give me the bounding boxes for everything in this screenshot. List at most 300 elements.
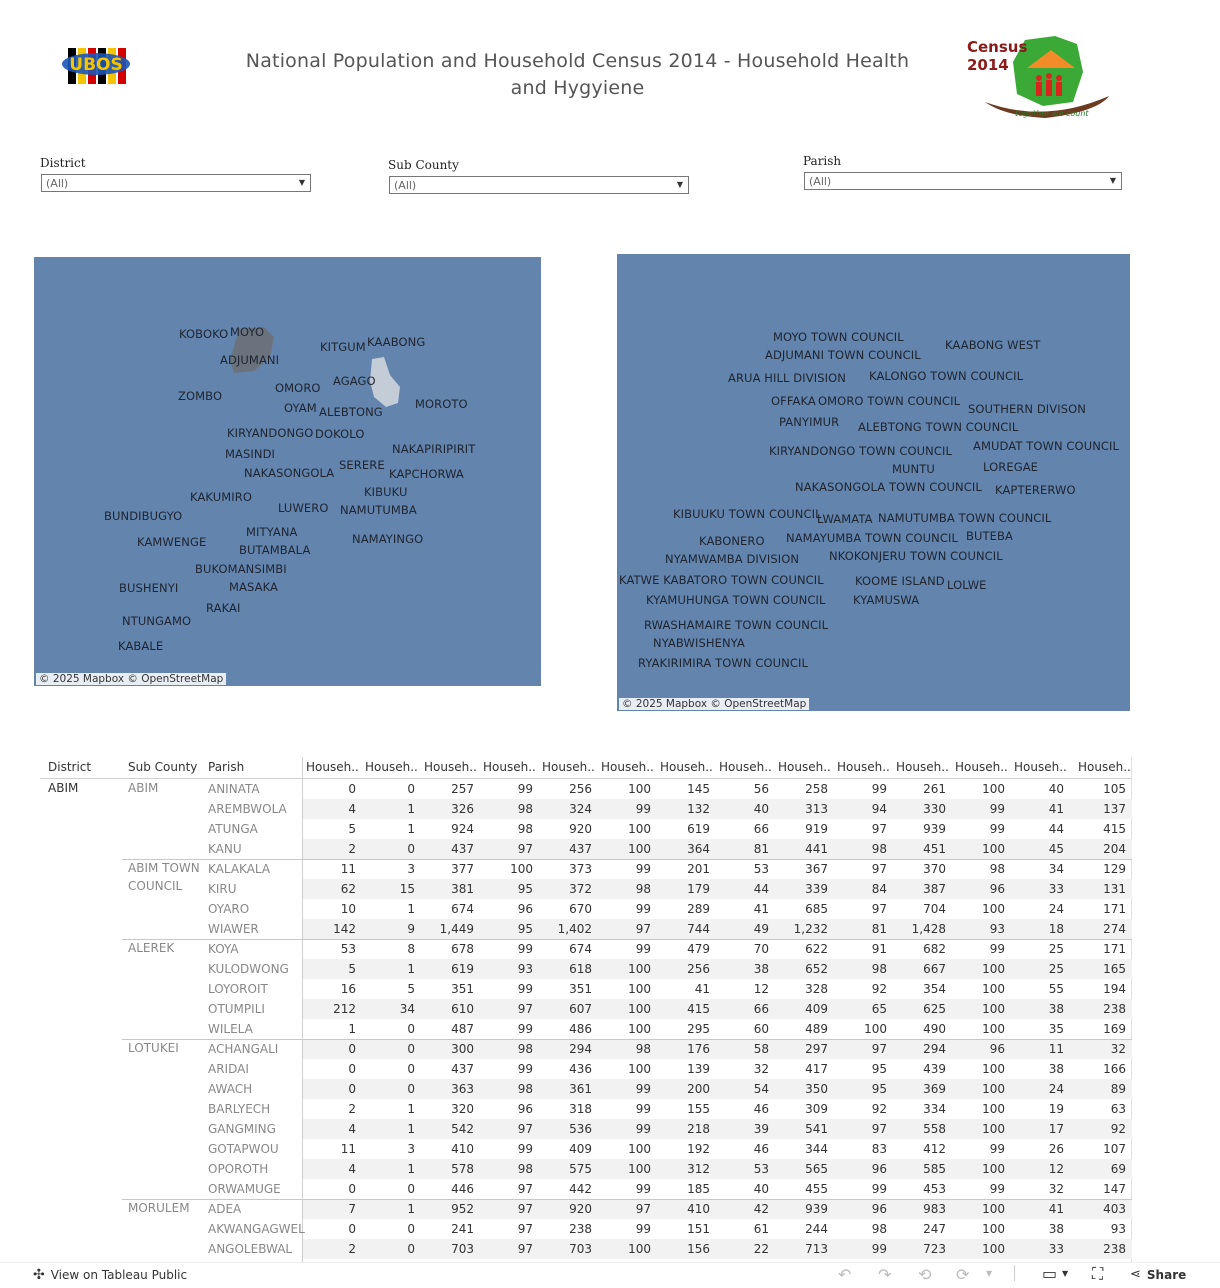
measure-cell[interactable]: 169	[1103, 1022, 1126, 1036]
measure-cell[interactable]: 99	[517, 1062, 533, 1076]
parish-map-label[interactable]: KALONGO TOWN COUNCIL	[869, 369, 1024, 383]
measure-cell[interactable]: 44	[753, 882, 769, 896]
measure-cell[interactable]: 100	[982, 1242, 1005, 1256]
parish-cell[interactable]: OYARO	[208, 902, 250, 916]
parish-map-label[interactable]: NAMUTUMBA TOWN COUNCIL	[878, 511, 1052, 525]
measure-cell[interactable]: 38	[1048, 1062, 1064, 1076]
measure-cell[interactable]: 22	[753, 1242, 769, 1256]
table-row[interactable]	[0, 839, 1220, 859]
district-map-label[interactable]: MOYO	[230, 325, 265, 339]
measure-cell[interactable]: 410	[451, 1142, 474, 1156]
redo-icon[interactable]: ↷	[878, 1265, 892, 1284]
measure-cell[interactable]: 1,428	[911, 922, 946, 936]
measure-cell[interactable]: 625	[923, 1002, 946, 1016]
measure-cell[interactable]: 41	[694, 982, 710, 996]
measure-cell[interactable]: 69	[1110, 1162, 1126, 1176]
measure-cell[interactable]: 682	[923, 942, 946, 956]
measure-cell[interactable]: 354	[923, 982, 946, 996]
measure-cell[interactable]: 98	[635, 1042, 651, 1056]
measure-cell[interactable]: 100	[628, 1022, 651, 1036]
measure-cell[interactable]: 451	[923, 842, 946, 856]
measure-cell[interactable]: 983	[923, 1202, 946, 1216]
parish-map-label[interactable]: KAPTERERWO	[995, 483, 1076, 497]
measure-cell[interactable]: 100	[628, 822, 651, 836]
district-map-label[interactable]: SERERE	[339, 458, 385, 472]
measure-cell[interactable]: 46	[753, 1142, 769, 1156]
parish-map-label[interactable]: KOOME ISLAND	[855, 574, 945, 588]
district-cell[interactable]: ABIM	[48, 781, 79, 795]
measure-cell[interactable]: 565	[805, 1162, 828, 1176]
measure-cell[interactable]: 58	[753, 1042, 769, 1056]
measure-cell[interactable]: 312	[687, 1162, 710, 1176]
measure-cell[interactable]: 11	[1048, 1042, 1064, 1056]
district-map-label[interactable]: BUNDIBUGYO	[104, 509, 183, 523]
measure-cell[interactable]: 289	[687, 902, 710, 916]
measure-cell[interactable]: 97	[871, 822, 887, 836]
measure-cell[interactable]: 132	[687, 802, 710, 816]
measure-cell[interactable]: 39	[753, 1122, 769, 1136]
measure-cell[interactable]: 70	[753, 942, 769, 956]
measure-cell[interactable]: 9	[407, 922, 415, 936]
measure-cell[interactable]: 95	[871, 1062, 887, 1076]
parish-cell[interactable]: WIAWER	[208, 922, 259, 936]
parish-cell[interactable]: WILELA	[208, 1022, 253, 1036]
table-row[interactable]	[0, 1159, 1220, 1179]
map-attribution[interactable]: © 2025 Mapbox © OpenStreetMap	[36, 673, 226, 685]
measure-cell[interactable]: 8	[407, 942, 415, 956]
measure-cell[interactable]: 53	[753, 862, 769, 876]
parish-map-label[interactable]: OMORO TOWN COUNCIL	[818, 394, 961, 408]
measure-cell[interactable]: 53	[753, 1162, 769, 1176]
measure-cell[interactable]: 98	[517, 802, 533, 816]
district-map-label[interactable]: BUTAMBALA	[239, 543, 311, 557]
measure-cell[interactable]: 100	[982, 1202, 1005, 1216]
measure-cell[interactable]: 18	[1048, 922, 1064, 936]
measure-cell[interactable]: 100	[982, 1122, 1005, 1136]
measure-cell[interactable]: 97	[517, 1182, 533, 1196]
district-map-label[interactable]: KAPCHORWA	[389, 467, 464, 481]
measure-cell[interactable]: 53	[340, 942, 356, 956]
measure-cell[interactable]: 99	[871, 1182, 887, 1196]
measure-cell[interactable]: 294	[569, 1042, 592, 1056]
measure-cell[interactable]: 256	[569, 782, 592, 796]
measure-cell[interactable]: 417	[805, 1062, 828, 1076]
measure-cell[interactable]: 256	[687, 962, 710, 976]
measure-cell[interactable]: 100	[982, 1022, 1005, 1036]
measure-cell[interactable]: 309	[805, 1102, 828, 1116]
column-header-measure[interactable]: Househ..	[837, 760, 890, 774]
measure-cell[interactable]: 377	[451, 862, 474, 876]
measure-cell[interactable]: 100	[628, 1002, 651, 1016]
measure-cell[interactable]: 49	[753, 922, 769, 936]
measure-cell[interactable]: 25	[1048, 942, 1064, 956]
measure-cell[interactable]: 1	[407, 902, 415, 916]
measure-cell[interactable]: 100	[982, 782, 1005, 796]
measure-cell[interactable]: 479	[687, 942, 710, 956]
map-attribution[interactable]: © 2025 Mapbox © OpenStreetMap	[619, 698, 809, 710]
measure-cell[interactable]: 652	[805, 962, 828, 976]
measure-cell[interactable]: 0	[407, 782, 415, 796]
parish-map-label[interactable]: ADJUMANI TOWN COUNCIL	[765, 348, 921, 362]
measure-cell[interactable]: 939	[805, 1202, 828, 1216]
measure-cell[interactable]: 578	[451, 1162, 474, 1176]
measure-cell[interactable]: 26	[1048, 1142, 1064, 1156]
measure-cell[interactable]: 744	[687, 922, 710, 936]
measure-cell[interactable]: 156	[687, 1242, 710, 1256]
measure-cell[interactable]: 200	[687, 1082, 710, 1096]
measure-cell[interactable]: 100	[628, 962, 651, 976]
column-header-subcounty[interactable]: Sub County	[128, 760, 198, 774]
measure-cell[interactable]: 98	[517, 822, 533, 836]
district-map-label[interactable]: KITGUM	[320, 340, 366, 354]
parish-cell[interactable]: BARLYECH	[208, 1102, 271, 1116]
measure-cell[interactable]: 437	[569, 842, 592, 856]
measure-cell[interactable]: 2	[348, 1242, 356, 1256]
measure-cell[interactable]: 1	[348, 1022, 356, 1036]
measure-cell[interactable]: 295	[687, 1022, 710, 1036]
measure-cell[interactable]: 99	[871, 1242, 887, 1256]
parish-map-label[interactable]: KYAMUHUNGA TOWN COUNCIL	[646, 593, 826, 607]
district-map-label[interactable]: MASAKA	[229, 580, 278, 594]
measure-cell[interactable]: 171	[1103, 902, 1126, 916]
parish-cell[interactable]: ANINATA	[208, 782, 260, 796]
measure-cell[interactable]: 0	[407, 1182, 415, 1196]
measure-cell[interactable]: 442	[569, 1182, 592, 1196]
table-row[interactable]	[0, 1019, 1220, 1039]
district-map-label[interactable]: AGAGO	[333, 374, 376, 388]
column-header-measure[interactable]: Househ..	[1078, 760, 1131, 774]
district-map-label[interactable]: BUKOMANSIMBI	[195, 562, 287, 576]
measure-cell[interactable]: 0	[407, 1042, 415, 1056]
measure-cell[interactable]: 99	[635, 1102, 651, 1116]
measure-cell[interactable]: 294	[923, 1042, 946, 1056]
measure-cell[interactable]: 96	[871, 1162, 887, 1176]
table-row[interactable]	[0, 1219, 1220, 1239]
parish-cell[interactable]: LOYOROIT	[208, 982, 268, 996]
measure-cell[interactable]: 441	[805, 842, 828, 856]
measure-cell[interactable]: 176	[687, 1042, 710, 1056]
measure-cell[interactable]: 66	[753, 822, 769, 836]
measure-cell[interactable]: 95	[517, 882, 533, 896]
parish-cell[interactable]: KULODWONG	[208, 962, 289, 976]
measure-cell[interactable]: 65	[871, 1002, 887, 1016]
measure-cell[interactable]: 409	[805, 1002, 828, 1016]
measure-cell[interactable]: 558	[923, 1122, 946, 1136]
measure-cell[interactable]: 91	[871, 942, 887, 956]
measure-cell[interactable]: 142	[333, 922, 356, 936]
measure-cell[interactable]: 100	[982, 1082, 1005, 1096]
measure-cell[interactable]: 0	[407, 1082, 415, 1096]
measure-cell[interactable]: 96	[989, 882, 1005, 896]
measure-cell[interactable]: 490	[923, 1022, 946, 1036]
measure-cell[interactable]: 40	[753, 1182, 769, 1196]
column-header-measure[interactable]: Househ..	[601, 760, 654, 774]
column-header-measure[interactable]: Househ..	[660, 760, 713, 774]
measure-cell[interactable]: 98	[517, 1082, 533, 1096]
table-row[interactable]	[0, 1099, 1220, 1119]
measure-cell[interactable]: 97	[517, 842, 533, 856]
measure-cell[interactable]: 99	[989, 1142, 1005, 1156]
measure-cell[interactable]: 334	[923, 1102, 946, 1116]
measure-cell[interactable]: 35	[1048, 1022, 1064, 1036]
measure-cell[interactable]: 97	[871, 862, 887, 876]
parish-cell[interactable]: KOYA	[208, 942, 239, 956]
measure-cell[interactable]: 32	[753, 1062, 769, 1076]
measure-cell[interactable]: 351	[451, 982, 474, 996]
district-map-label[interactable]: OYAM	[284, 401, 317, 415]
measure-cell[interactable]: 415	[687, 1002, 710, 1016]
district-map-label[interactable]: ALEBTONG	[319, 405, 383, 419]
measure-cell[interactable]: 575	[569, 1162, 592, 1176]
parish-filter-dropdown[interactable]	[804, 172, 1122, 190]
measure-cell[interactable]: 369	[923, 1082, 946, 1096]
measure-cell[interactable]: 622	[805, 942, 828, 956]
measure-cell[interactable]: 437	[451, 1062, 474, 1076]
revert-icon[interactable]: ⟲	[918, 1265, 932, 1284]
measure-cell[interactable]: 344	[805, 1142, 828, 1156]
table-row[interactable]	[0, 1119, 1220, 1139]
district-map-label[interactable]: ADJUMANI	[220, 353, 280, 367]
measure-cell[interactable]: 1,232	[793, 922, 828, 936]
parish-map-label[interactable]: KIBUUKU TOWN COUNCIL	[673, 507, 822, 521]
measure-cell[interactable]: 97	[635, 1202, 651, 1216]
column-header-parish[interactable]: Parish	[208, 760, 245, 774]
measure-cell[interactable]: 93	[517, 962, 533, 976]
measure-cell[interactable]: 258	[805, 782, 828, 796]
measure-cell[interactable]: 238	[569, 1222, 592, 1236]
measure-cell[interactable]: 46	[753, 1102, 769, 1116]
measure-cell[interactable]: 97	[635, 922, 651, 936]
measure-cell[interactable]: 241	[451, 1222, 474, 1236]
measure-cell[interactable]: 619	[687, 822, 710, 836]
measure-cell[interactable]: 166	[1103, 1062, 1126, 1076]
measure-cell[interactable]: 703	[569, 1242, 592, 1256]
measure-cell[interactable]: 100	[510, 862, 533, 876]
measure-cell[interactable]: 185	[687, 1182, 710, 1196]
measure-cell[interactable]: 96	[517, 1102, 533, 1116]
measure-cell[interactable]: 0	[348, 782, 356, 796]
parish-map-label[interactable]: SOUTHERN DIVISON	[968, 402, 1087, 416]
fullscreen-icon[interactable]: ⛶	[1092, 1264, 1104, 1283]
measure-cell[interactable]: 100	[982, 982, 1005, 996]
measure-cell[interactable]: 1,402	[557, 922, 592, 936]
measure-cell[interactable]: 0	[348, 1082, 356, 1096]
measure-cell[interactable]: 98	[871, 962, 887, 976]
measure-cell[interactable]: 300	[451, 1042, 474, 1056]
column-header-measure[interactable]: Househ..	[483, 760, 536, 774]
measure-cell[interactable]: 2	[348, 1102, 356, 1116]
measure-cell[interactable]: 100	[982, 1162, 1005, 1176]
parish-map-label[interactable]: NYAMWAMBA DIVISION	[665, 552, 800, 566]
parish-cell[interactable]: ACHANGALI	[208, 1042, 279, 1056]
parish-cell[interactable]: KIRU	[208, 882, 237, 896]
parish-map-label[interactable]: MUNTU	[892, 462, 935, 476]
measure-cell[interactable]: 92	[871, 982, 887, 996]
measure-cell[interactable]: 34	[399, 1002, 415, 1016]
measure-cell[interactable]: 412	[923, 1142, 946, 1156]
parish-map-label[interactable]: BUTEBA	[966, 529, 1013, 543]
subcounty-cell[interactable]: MORULEM	[128, 1201, 190, 1215]
measure-cell[interactable]: 100	[982, 1002, 1005, 1016]
parish-map-label[interactable]: RWASHAMAIRE TOWN COUNCIL	[644, 618, 829, 632]
measure-cell[interactable]: 453	[923, 1182, 946, 1196]
measure-cell[interactable]: 0	[407, 842, 415, 856]
table-row[interactable]	[0, 1239, 1220, 1259]
measure-cell[interactable]: 100	[628, 1242, 651, 1256]
measure-cell[interactable]: 98	[635, 882, 651, 896]
measure-cell[interactable]: 667	[923, 962, 946, 976]
measure-cell[interactable]: 704	[923, 902, 946, 916]
measure-cell[interactable]: 1	[407, 1202, 415, 1216]
measure-cell[interactable]: 34	[1048, 862, 1064, 876]
table-row[interactable]	[0, 959, 1220, 979]
measure-cell[interactable]: 99	[635, 862, 651, 876]
measure-cell[interactable]: 32	[1048, 1182, 1064, 1196]
measure-cell[interactable]: 165	[1103, 962, 1126, 976]
measure-cell[interactable]: 96	[517, 902, 533, 916]
measure-cell[interactable]: 98	[517, 1042, 533, 1056]
parish-cell[interactable]: AREMBWOLA	[208, 802, 287, 816]
subcounty-cell[interactable]: ABIM TOWN COUNCIL	[128, 861, 200, 893]
measure-cell[interactable]: 5	[348, 822, 356, 836]
measure-cell[interactable]: 100	[628, 782, 651, 796]
measure-cell[interactable]: 486	[569, 1022, 592, 1036]
column-header-measure[interactable]: Househ..	[896, 760, 949, 774]
measure-cell[interactable]: 151	[687, 1222, 710, 1236]
measure-cell[interactable]: 261	[923, 782, 946, 796]
measure-cell[interactable]: 351	[569, 982, 592, 996]
measure-cell[interactable]: 92	[871, 1102, 887, 1116]
measure-cell[interactable]: 12	[1048, 1162, 1064, 1176]
measure-cell[interactable]: 24	[1048, 902, 1064, 916]
measure-cell[interactable]: 97	[871, 1122, 887, 1136]
parish-map-label[interactable]: NKOKONJERU TOWN COUNCIL	[829, 549, 1003, 563]
column-header-measure[interactable]: Househ..	[778, 760, 831, 774]
measure-cell[interactable]: 129	[1103, 862, 1126, 876]
measure-cell[interactable]: 373	[569, 862, 592, 876]
measure-cell[interactable]: 1	[407, 802, 415, 816]
measure-cell[interactable]: 54	[753, 1082, 769, 1096]
measure-cell[interactable]: 139	[687, 1062, 710, 1076]
column-header-measure[interactable]: Househ..	[542, 760, 595, 774]
measure-cell[interactable]: 12	[753, 982, 769, 996]
measure-cell[interactable]: 247	[923, 1222, 946, 1236]
measure-cell[interactable]: 201	[687, 862, 710, 876]
measure-cell[interactable]: 93	[989, 922, 1005, 936]
measure-cell[interactable]: 238	[1103, 1242, 1126, 1256]
measure-cell[interactable]: 19	[1048, 1102, 1064, 1116]
measure-cell[interactable]: 66	[753, 1002, 769, 1016]
district-map-label[interactable]: KIBUKU	[364, 485, 408, 499]
subcounty-cell[interactable]: ALEREK	[128, 941, 175, 955]
district-map-label[interactable]: NAMAYINGO	[352, 532, 424, 546]
district-map-label[interactable]: NAKASONGOLA	[244, 466, 335, 480]
subcounty-cell[interactable]: ABIM	[128, 781, 159, 795]
measure-cell[interactable]: 145	[687, 782, 710, 796]
measure-cell[interactable]: 93	[1110, 1222, 1126, 1236]
measure-cell[interactable]: 3	[407, 1142, 415, 1156]
parish-map-label[interactable]: KATWE KABATORO TOWN COUNCIL	[619, 573, 824, 587]
parish-cell[interactable]: AWACH	[208, 1082, 253, 1096]
measure-cell[interactable]: 179	[687, 882, 710, 896]
parish-cell[interactable]: GANGMING	[208, 1122, 276, 1136]
chevron-down-icon[interactable]: ▼	[1062, 1269, 1069, 1278]
parish-map-label[interactable]: RYAKIRIMIRA TOWN COUNCIL	[638, 656, 808, 670]
parish-cell[interactable]: OPOROTH	[208, 1162, 269, 1176]
measure-cell[interactable]: 2	[348, 842, 356, 856]
table-row[interactable]	[0, 899, 1220, 919]
measure-cell[interactable]: 92	[1110, 1122, 1126, 1136]
measure-cell[interactable]: 98	[989, 862, 1005, 876]
measure-cell[interactable]: 919	[805, 822, 828, 836]
measure-cell[interactable]: 99	[635, 1082, 651, 1096]
measure-cell[interactable]: 238	[1103, 1002, 1126, 1016]
measure-cell[interactable]: 38	[753, 962, 769, 976]
measure-cell[interactable]: 84	[871, 882, 887, 896]
district-map-label[interactable]: DOKOLO	[315, 427, 365, 441]
measure-cell[interactable]: 0	[348, 1042, 356, 1056]
measure-cell[interactable]: 24	[1048, 1082, 1064, 1096]
district-map-label[interactable]: KIRYANDONGO	[227, 426, 314, 440]
district-map-label[interactable]: KAABONG	[367, 335, 426, 349]
measure-cell[interactable]: 363	[451, 1082, 474, 1096]
measure-cell[interactable]: 33	[1048, 882, 1064, 896]
measure-cell[interactable]: 410	[687, 1202, 710, 1216]
parish-map-label[interactable]: OFFAKA	[771, 394, 816, 408]
district-map-label[interactable]: LUWERO	[278, 501, 329, 515]
measure-cell[interactable]: 100	[982, 1102, 1005, 1116]
measure-cell[interactable]: 99	[989, 802, 1005, 816]
measure-cell[interactable]: 97	[517, 1202, 533, 1216]
measure-cell[interactable]: 100	[982, 1062, 1005, 1076]
table-row[interactable]	[0, 999, 1220, 1019]
measure-cell[interactable]: 192	[687, 1142, 710, 1156]
measure-cell[interactable]: 17	[1048, 1122, 1064, 1136]
measure-cell[interactable]: 674	[451, 902, 474, 916]
measure-cell[interactable]: 607	[569, 1002, 592, 1016]
table-row[interactable]	[0, 799, 1220, 819]
district-map-label[interactable]: BUSHENYI	[119, 581, 179, 595]
measure-cell[interactable]: 11	[340, 1142, 356, 1156]
measure-cell[interactable]: 257	[451, 782, 474, 796]
parish-cell[interactable]: KANU	[208, 842, 242, 856]
district-map-label[interactable]: KAKUMIRO	[190, 490, 253, 504]
district-map-label[interactable]: MOROTO	[415, 397, 468, 411]
measure-cell[interactable]: 33	[1048, 1242, 1064, 1256]
district-map-label[interactable]: NAKAPIRIPIRIT	[392, 442, 476, 456]
view-on-tableau-link[interactable]	[33, 1267, 187, 1283]
parish-map-label[interactable]: KYAMUSWA	[853, 593, 920, 607]
measure-cell[interactable]: 97	[517, 1002, 533, 1016]
measure-cell[interactable]: 326	[451, 802, 474, 816]
measure-cell[interactable]: 97	[871, 1042, 887, 1056]
measure-cell[interactable]: 350	[805, 1082, 828, 1096]
measure-cell[interactable]: 171	[1103, 942, 1126, 956]
measure-cell[interactable]: 97	[517, 1122, 533, 1136]
district-map-label[interactable]: KAMWENGE	[137, 535, 207, 549]
measure-cell[interactable]: 99	[871, 782, 887, 796]
parish-cell[interactable]: ATUNGA	[208, 822, 258, 836]
measure-cell[interactable]: 313	[805, 802, 828, 816]
measure-cell[interactable]: 100	[982, 902, 1005, 916]
measure-cell[interactable]: 436	[569, 1062, 592, 1076]
parish-map-label[interactable]: LOREGAE	[983, 460, 1039, 474]
measure-cell[interactable]: 63	[1110, 1102, 1126, 1116]
measure-cell[interactable]: 41	[753, 902, 769, 916]
measure-cell[interactable]: 40	[1048, 782, 1064, 796]
measure-cell[interactable]: 107	[1103, 1142, 1126, 1156]
district-map-label[interactable]: NTUNGAMO	[122, 614, 192, 628]
